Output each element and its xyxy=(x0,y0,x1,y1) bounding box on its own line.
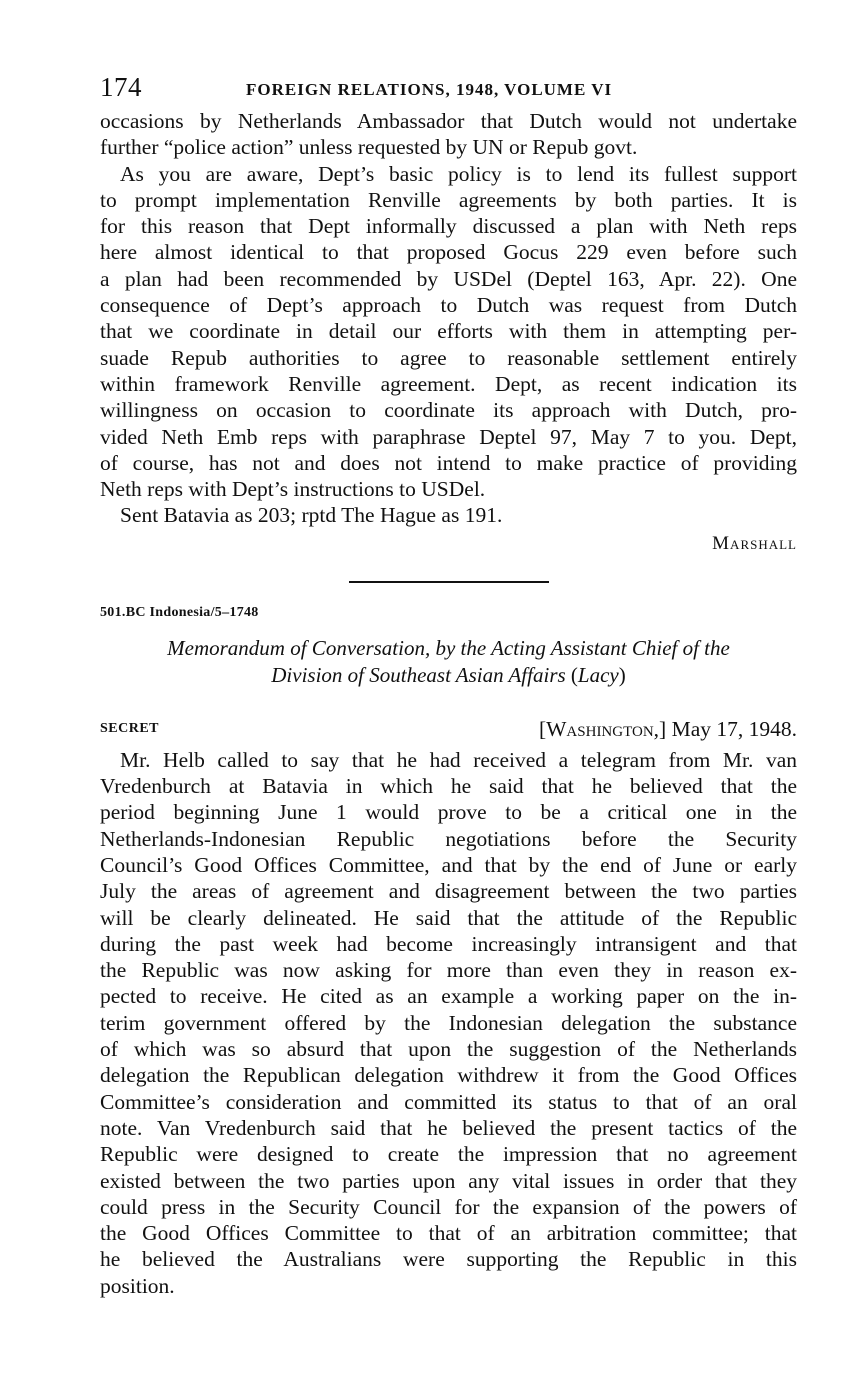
sent-line xyxy=(100,502,797,528)
text-line: during the past week had become increasingly intransigent and that xyxy=(100,931,797,956)
memo-title xyxy=(100,635,797,689)
text-line: a plan had been recommended by USDel (Deptel 163, Apr. 22). One xyxy=(100,266,797,291)
text-line: Mr. Helb called to say that he had received a telegram from Mr. van xyxy=(120,747,797,772)
continued-paragraph xyxy=(100,108,797,161)
document-page xyxy=(100,72,797,1299)
text-line: the Good Offices Committee to that of an arbitration committee; that xyxy=(100,1221,797,1246)
text-line: could press in the Security Council for the expansion of the powers of xyxy=(100,1194,797,1219)
text-line: suade Repub authorities to agree to reasonable settlement entirely xyxy=(100,345,797,370)
memo-title-text: Division of Southeast Asian Affairs xyxy=(271,662,571,687)
text-line: existed between the two parties upon any vital issues in order that they xyxy=(100,1168,797,1193)
text-line: consequence of Dept’s approach to Dutch was request from Dutch xyxy=(100,293,797,318)
text-line: here almost identical to that proposed Gocus 229 even before such xyxy=(100,240,797,265)
text-line: Sent Batavia as 203; rptd The Hague as 191. xyxy=(120,503,503,528)
text-line: willingness on occasion to coordinate its approach with Dutch, pro- xyxy=(100,398,797,423)
text-line: period beginning June 1 would prove to be a critical one in the xyxy=(100,800,797,825)
date-place: Washington xyxy=(546,716,654,741)
text-line: the Republic was now asking for more than even they in reason ex- xyxy=(100,958,797,983)
file-reference: 501.BC Indonesia/5–1748 xyxy=(100,604,259,620)
text-line: Republic were designed to create the impression that no agreement xyxy=(100,1142,797,1167)
text-line: occasions by Netherlands Ambassador that Dutch would not undertake xyxy=(100,109,797,133)
page-number: 174 xyxy=(100,72,142,102)
text-line: As you are aware, Dept’s basic policy is to lend its fullest support xyxy=(120,161,797,186)
date-bracket: [ xyxy=(538,716,547,741)
text-line: Council’s Good Offices Committee, and that by the end of June or early xyxy=(100,852,797,877)
text-line: of which was so absurd that upon the suggestion of the Netherlands xyxy=(100,1037,797,1062)
classification-label: SECRET xyxy=(100,720,160,736)
text-line: pected to receive. He cited as an example a working paper on the in- xyxy=(100,984,797,1009)
text-line: vided Neth Emb reps with paraphrase Deptel 97, May 7 to you. Dept, xyxy=(100,424,797,449)
memo-title-line xyxy=(100,662,797,689)
text-line: Vredenburch at Batavia in which he said that he believed that the xyxy=(100,774,797,799)
text-line: will be clearly delineated. He said that the attitude of the Republic xyxy=(100,905,797,930)
text-line: to prompt implementation Renville agreements by both parties. It is xyxy=(100,187,797,212)
section-divider xyxy=(349,581,549,583)
text-line: he believed the Australians were supporting the Republic in this xyxy=(100,1247,797,1272)
running-head: FOREIGN RELATIONS, 1948, VOLUME VI xyxy=(246,80,613,99)
text-line: delegation the Republican delegation withdrew it from the Good Offices xyxy=(100,1063,797,1088)
text-line: of course, has not and does not intend to make practice of providing xyxy=(100,450,797,475)
text-line: for this reason that Dept informally discussed a plan with Neth reps xyxy=(100,214,797,239)
text-line: Committee’s consideration and committed its status to that of an oral xyxy=(100,1089,797,1114)
text-line: Netherlands-Indonesian Republic negotiations before the Security xyxy=(100,826,797,851)
signature-marshall: Marshall xyxy=(712,532,797,554)
text-line: further “police action” unless requested by UN or Repub govt. xyxy=(100,135,638,160)
text-line: July the areas of agreement and disagreement between the two parties xyxy=(100,879,797,904)
text-line: terim government offered by the Indonesian delegation the substance xyxy=(100,1010,797,1035)
memo-author: Lacy xyxy=(577,662,619,687)
dateline xyxy=(100,717,797,745)
paren-open: ( xyxy=(570,662,578,687)
memo-title-line: Memorandum of Conversation, by the Acting Assistant Chief of the xyxy=(167,635,730,660)
text-line: Neth reps with Dept’s instructions to USDel. xyxy=(100,477,486,502)
text-line: that we coordinate in detail our efforts with them in attempting per- xyxy=(100,319,797,344)
page-header xyxy=(100,72,797,106)
policy-paragraph xyxy=(100,161,797,503)
memo-body xyxy=(100,747,797,1299)
memo-date xyxy=(539,717,797,742)
text-line: position. xyxy=(100,1273,175,1298)
text-line: within framework Renville agreement. Dept, as recent indication its xyxy=(100,371,797,396)
date-text: ,] May 17, 1948. xyxy=(653,716,797,741)
paren-close: ) xyxy=(618,662,626,687)
text-line: note. Van Vredenburch said that he believed the present tactics of the xyxy=(100,1115,797,1140)
